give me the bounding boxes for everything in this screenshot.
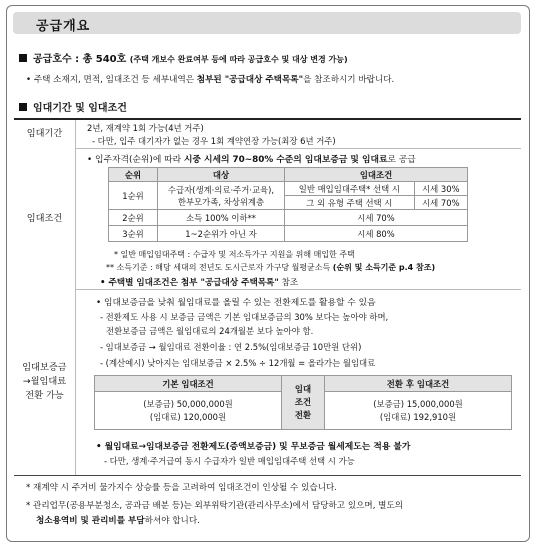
- title-bar: [13, 12, 521, 34]
- period-label: 임대기간: [14, 120, 76, 148]
- period-line1: 2년, 재계약 1회 가능(4년 거주): [87, 123, 204, 133]
- page-title: 공급개요: [36, 19, 91, 34]
- convert-header: [282, 376, 325, 430]
- rank-table: [108, 167, 468, 242]
- period-heading: [19, 99, 127, 114]
- rank3-rate: 시세 80%: [285, 226, 468, 242]
- base-condition-header: 기본 임대조건: [95, 376, 282, 392]
- rank-footnote2-pre: ** 소득기준 : 해당 세대의 전년도 도시근로자 가구당 월평균소득: [106, 263, 333, 272]
- conversion-bullet: • 임대보증금을 낮춰 월임대료를 올릴 수 있는 전환제도를 활용할 수 있음: [96, 298, 376, 308]
- footnote-management-cont: [36, 514, 200, 526]
- conditions-table: [14, 118, 521, 476]
- after-deposit: (보증금) 15,000,000원: [373, 398, 463, 409]
- conversion-l3: - 임대보증금 → 월임대료 전환이율 : 연 2.5%(임대보증금 10만원 단위): [100, 342, 362, 352]
- rank-footnote1: * 일반 매입임대주택 : 수급자 및 저소득가구 지원을 위해 매입한 주택: [114, 250, 355, 259]
- conditions-row: [14, 148, 521, 290]
- conditions-intro-pre: • 입주자격(순위)에 따라: [87, 155, 184, 165]
- rank1-cell: 1순위: [109, 182, 158, 210]
- supply-heading-text: 공급호수 : 총 540호: [33, 54, 127, 65]
- conditions-label: 임대조건: [14, 148, 76, 289]
- supply-heading: [19, 50, 348, 65]
- rank-footnote2-bold: (순위 및 소득기준 p.4 참조): [332, 263, 436, 272]
- supply-heading-note: (주택 개보수 완료여부 등에 따라 공급호수 및 대상 변경 가능): [129, 55, 348, 64]
- convert-header-c: 전환: [294, 410, 312, 420]
- conversion-label-b: →월임대료: [22, 376, 67, 387]
- supply-detail: [26, 73, 394, 85]
- rank-footnote2: [106, 262, 435, 273]
- rank2-target: 소득 100% 이하**: [158, 210, 285, 226]
- base-deposit: (보증금) 50,000,000원: [143, 398, 233, 409]
- after-rent: (임대료) 192,910원: [379, 411, 457, 422]
- square-bullet-icon: [19, 54, 27, 62]
- rank2-rate: 시세 70%: [285, 210, 468, 226]
- conditions-intro-bold: 시중 시세의 70~80% 수준의 임대보증금 및 임대료: [183, 155, 388, 165]
- supply-detail-post: 을 참조하시기 바랍니다.: [303, 75, 395, 85]
- bullet-dot: •: [26, 75, 34, 85]
- after-values: [325, 392, 512, 430]
- rank1-target: [158, 182, 285, 210]
- rank3-cell: 3순위: [109, 226, 158, 242]
- conversion-l4: - (계산예시) 낮아지는 임대보증금 × 2.5% ÷ 12개월 = 올라가는 월임대료: [100, 358, 376, 368]
- period-heading-text: 임대기간 및 임대조건: [33, 103, 127, 114]
- after-condition-header: 전환 후 임대조건: [325, 376, 512, 392]
- rank2-cell: 2순위: [109, 210, 158, 226]
- conversion-bold-note: • 월임대료→임대보증금 전환제도(증액보증금) 및 무보증금 월세제도는 적용 불가: [96, 442, 411, 452]
- rank1-target-a: 수급자(생계·의료·주거·교육),: [167, 184, 275, 195]
- house-list-bold: • 주택별 임대조건은 첨부 "공급대상 주택목록": [100, 278, 279, 288]
- target-header: 대상: [158, 168, 285, 182]
- conversion-example-table: [94, 375, 512, 430]
- rank1-cond-b: 그 외 유형 주택 선택 시: [285, 196, 415, 210]
- conversion-l1: - 전환제도 사용 시 보증금 금액은 기본 임대보증금의 30% 보다는 높아야 하며,: [100, 312, 389, 322]
- rank1-rate-a: 시세 30%: [414, 182, 467, 196]
- conversion-label-a: 임대보증금: [22, 362, 67, 373]
- period-row: [14, 120, 521, 149]
- conditions-intro: [87, 152, 416, 165]
- rank3-target: 1~2순위가 아닌 자: [158, 226, 285, 242]
- house-list-note: [100, 276, 298, 288]
- footnote-renewal: * 재계약 시 주거비 물가지수 상승률 등을 고려하여 임대조건이 인상될 수 있습니다.: [26, 483, 338, 493]
- footnote-management-post: 하셔야 합니다.: [144, 516, 200, 526]
- rank1-target-b: 한부모가족, 차상위계층: [177, 196, 265, 207]
- conversion-label: [14, 289, 76, 475]
- period-line2: - 다만, 입주 대기자가 없는 경우 1회 계약연장 가능(최장 6년 거주): [92, 136, 336, 146]
- square-bullet-icon: [19, 103, 27, 111]
- convert-header-a: 임대: [294, 384, 312, 394]
- base-rent: (임대료) 120,000원: [149, 411, 227, 422]
- rank-header: 순위: [109, 168, 158, 182]
- conversion-l2: 전환보증금 금액은 월임대료의 24개월분 보다 높아야 함.: [106, 326, 314, 336]
- house-list-post: 참조: [278, 278, 299, 288]
- footnote-management-bold: 청소용역비 및 관리비를 부담: [36, 516, 145, 526]
- supply-detail-bold: 첨부된 "공급대상 주택목록": [196, 75, 304, 85]
- base-values: [95, 392, 282, 430]
- supply-detail-pre: 주택 소재지, 면적, 임대조건 등 세부내역은: [33, 75, 197, 85]
- convert-header-b: 조건: [294, 397, 312, 407]
- rank1-rate-b: 시세 70%: [414, 196, 467, 210]
- rank1-cond-a: 일반 매입임대주택* 선택 시: [285, 182, 415, 196]
- conversion-sub-note: - 다만, 생계·주거급여 동시 수급자가 일반 매입임대주택 선택 시 가능: [104, 456, 355, 466]
- conditions-intro-post: 로 공급: [387, 155, 416, 165]
- footnote-management: * 관리업무(공용부분청소, 공과금 배분 등)는 외부위탁기관(관리사무소)에서 담당하고 있으며, 별도의: [26, 501, 404, 511]
- conversion-label-c: 전환 가능: [25, 390, 64, 401]
- condition-header: 임대조건: [285, 168, 468, 182]
- conversion-row: [14, 289, 521, 475]
